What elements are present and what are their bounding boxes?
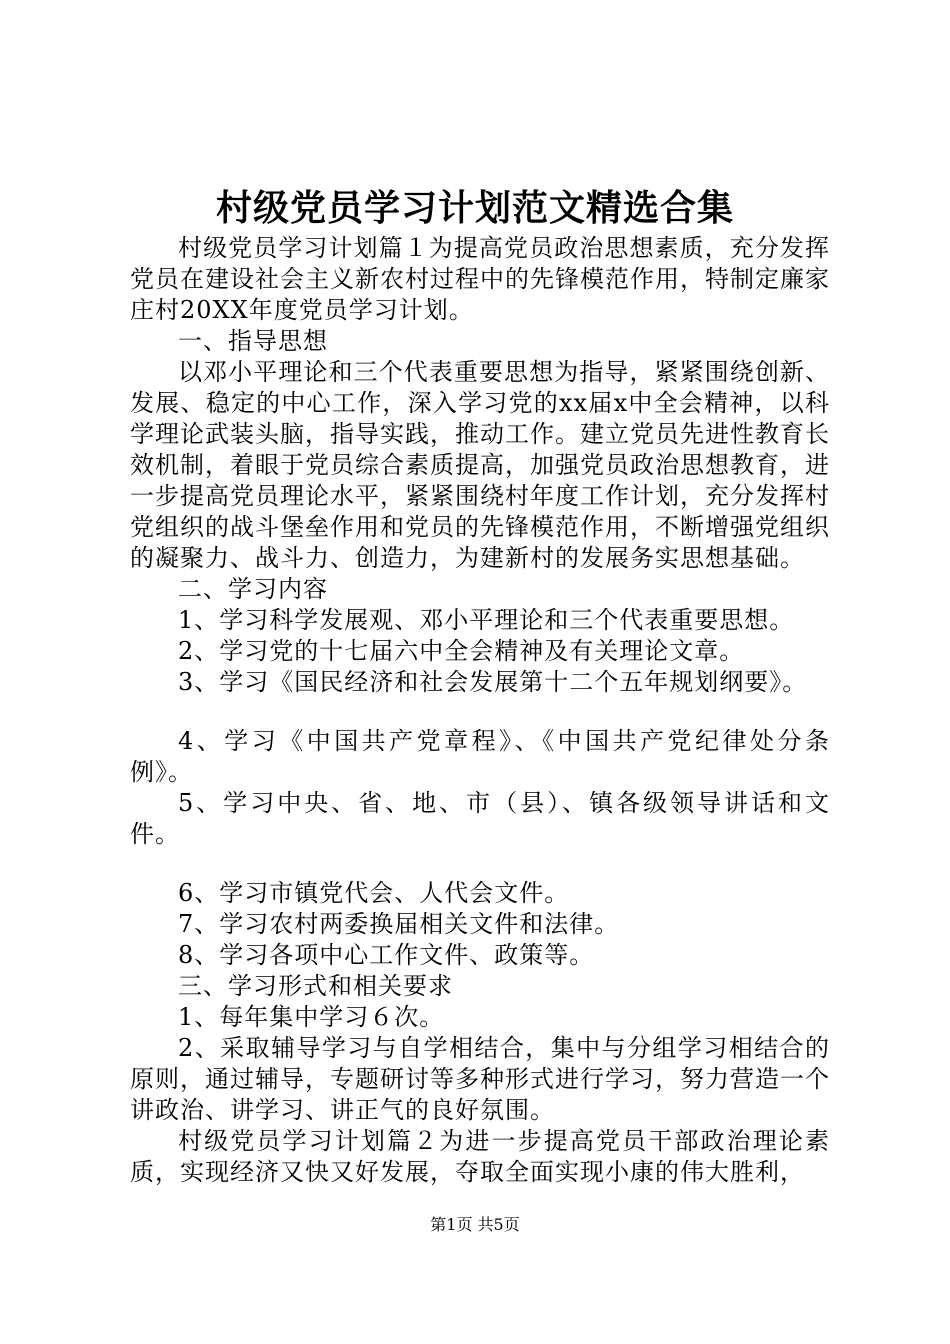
section-heading-study-content: 二、学习内容: [178, 575, 328, 603]
document-title: 村级党员学习计划范文精选合集: [215, 187, 734, 229]
list-item-study-1: 1、学习科学发展观、邓小平理论和三个代表重要思想。: [178, 606, 795, 634]
blank-line: [130, 850, 830, 878]
section-heading-guiding-ideology: 一、指导思想: [178, 327, 328, 355]
paragraph-plan-2-intro: 村级党员学习计划篇２为进一步提高党员干部政治理论素质，实现经济又快又好发展，夺取全面实现小康的伟大胜利，: [130, 1127, 830, 1186]
list-item-study-8: 8、学习各项中心工作文件、政策等。: [178, 941, 595, 969]
list-item-study-3: 3、学习《国民经济和社会发展第十二个五年规划纲要》。: [178, 668, 808, 696]
list-item-study-2: 2、学习党的十七届六中全会精神及有关理论文章。: [178, 637, 745, 665]
document-body: [130, 233, 830, 1188]
list-item-study-5: 5、学习中央、省、地、市（县）、镇各级领导讲话和文件。: [130, 789, 830, 848]
paragraph-intro: 村级党员学习计划篇１为提高党员政治思想素质，充分发挥党员在建设社会主义新农村过程中的先锋模范作用，特制定廉家庄村20XX年度党员学习计划。: [130, 234, 830, 324]
list-item-study-6: 6、学习市镇党代会、人代会文件。: [178, 879, 570, 907]
list-item-study-4: 4、学习《中国共产党章程》、《中国共产党纪律处分条例》。: [130, 727, 830, 786]
list-item-form-1: 1、每年集中学习６次。: [178, 1003, 445, 1031]
section-heading-study-form: 三、学习形式和相关要求: [178, 972, 453, 1000]
list-item-form-2: 2、采取辅导学习与自学相结合，集中与分组学习相结合的原则，通过辅导，专题研讨等多种形式进行学习，努力营造一个讲政治、讲学习、讲正气的良好氛围。: [130, 1034, 830, 1124]
page-number-footer: 第1页 共5页: [430, 1215, 520, 1234]
paragraph-guiding-ideology: 以邓小平理论和三个代表重要思想为指导，紧紧围绕创新、发展、稳定的中心工作，深入学习党的xx届x中全会精神，以科学理论武装头脑，指导实践，推动工作。建立党员先进性教育长效机制，着眼于党员综合素质提高，加强党员政治思想教育，进一步提高党员理论水平，紧紧围绕村年度工作计划，充分发挥村党组织的战斗堡垒作用和党员的先锋模范作用，不断增强党组织的凝聚力、战斗力、创造力，为建新村的发展务实思想基础。: [130, 358, 830, 572]
list-item-study-7: 7、学习农村两委换届相关文件和法律。: [178, 910, 620, 938]
blank-line: [130, 698, 830, 726]
